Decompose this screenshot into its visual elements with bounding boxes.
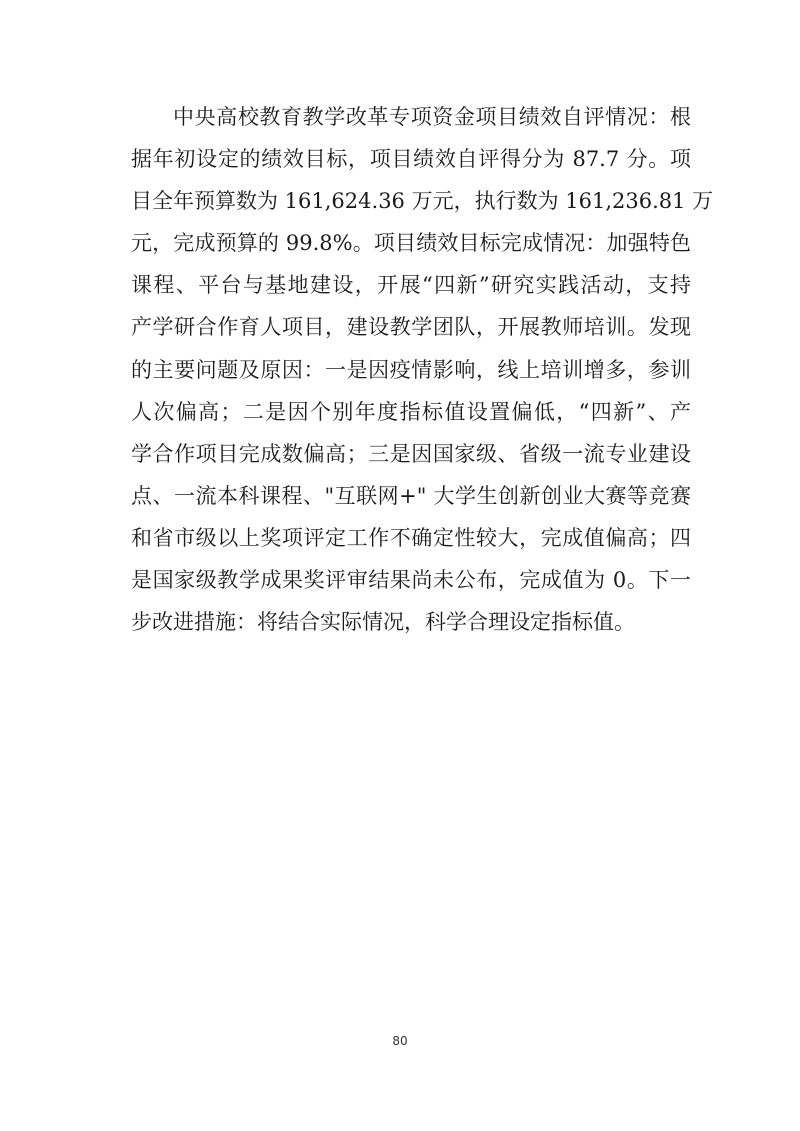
paragraph-line: 学合作项目完成数偏高；三是因国家级、省级一流专业建设 <box>131 441 691 466</box>
paragraph-line: 点、一流本科课程、"互联网+" 大学生创新创业大赛等竞赛 <box>131 483 691 508</box>
paragraph-line: 产学研合作育人项目，建设教学团队，开展教师培训。发现 <box>131 315 691 340</box>
paragraph-line: 据年初设定的绩效目标，项目绩效自评得分为 87.7 分。项 <box>131 147 691 172</box>
paragraph-line: 是国家级教学成果奖评审结果尚未公布，完成值为 0。下一 <box>131 568 691 593</box>
paragraph-line: 人次偏高；二是因个别年度指标值设置偏低，“四新”、产 <box>131 399 691 424</box>
paragraph-line: 目全年预算数为 161,624.36 万元，执行数为 161,236.81 万 <box>131 189 714 214</box>
paragraph-line: 课程、平台与基地建设，开展“四新”研究实践活动，支持 <box>131 273 691 298</box>
paragraph-line: 步改进措施：将结合实际情况，科学合理设定指标值。 <box>131 610 635 635</box>
body-paragraph <box>131 96 714 643</box>
page-number: 80 <box>392 1034 408 1048</box>
paragraph-line: 元，完成预算的 99.8%。项目绩效目标完成情况：加强特色 <box>131 231 691 256</box>
paragraph-line: 中央高校教育教学改革专项资金项目绩效自评情况：根 <box>173 105 691 129</box>
paragraph-line: 和省市级以上奖项评定工作不确定性较大，完成值偏高；四 <box>131 525 691 550</box>
paragraph-line: 的主要问题及原因：一是因疫情影响，线上培训增多，参训 <box>131 357 691 382</box>
